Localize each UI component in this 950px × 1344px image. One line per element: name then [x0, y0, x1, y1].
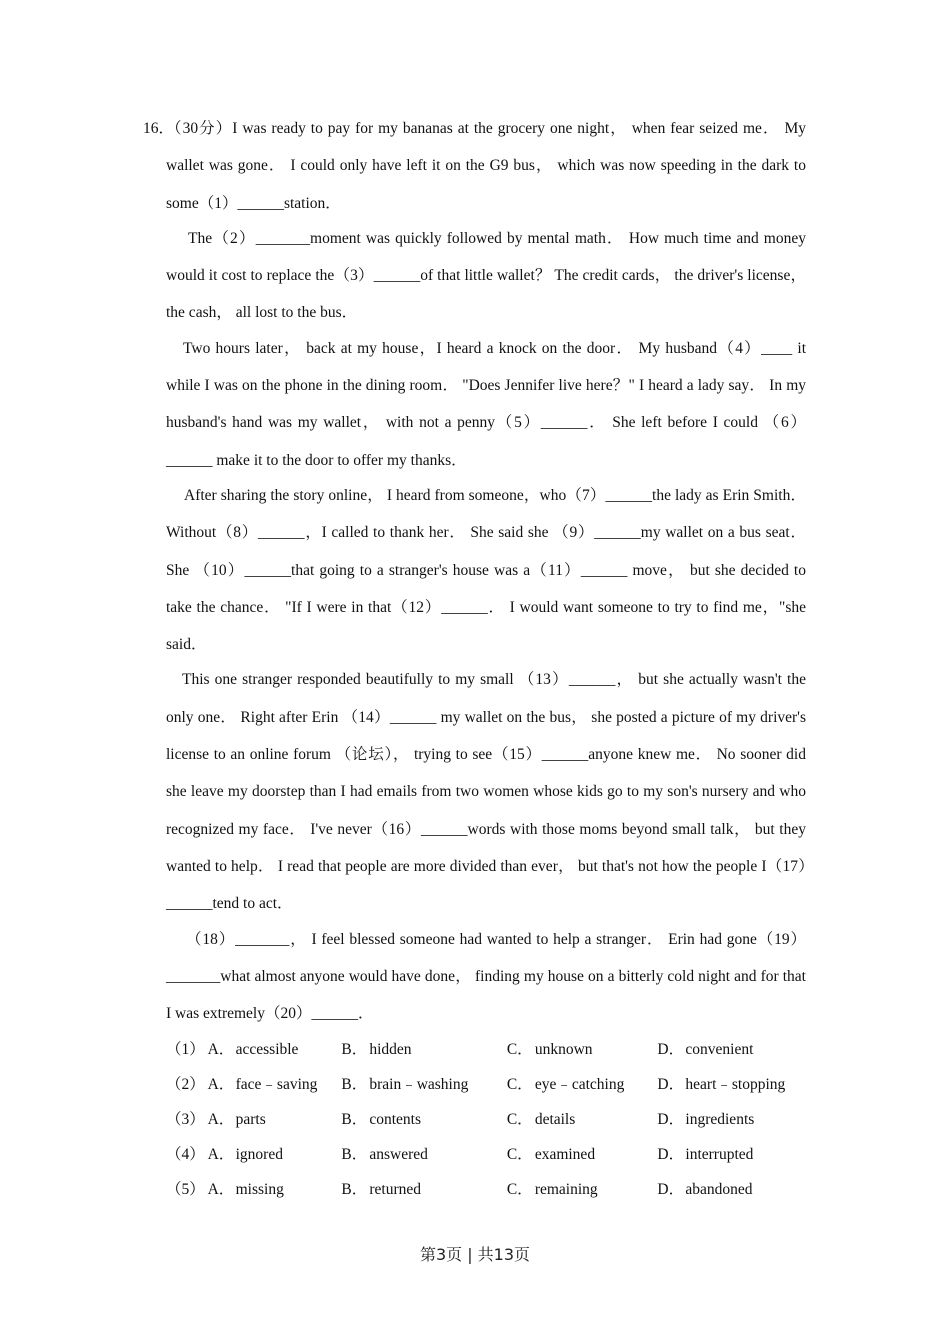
choice-letter: B． [341, 1041, 368, 1059]
option-row [166, 1172, 806, 1207]
choice-text: ingredients [685, 1111, 755, 1129]
choice-text: missing [235, 1181, 284, 1199]
choice-c[interactable] [507, 1032, 658, 1067]
choice-text: ignored [235, 1146, 283, 1164]
choice-letter: B． [341, 1076, 368, 1094]
choice-text: face﹣saving [235, 1076, 318, 1094]
choice-a[interactable] [208, 1137, 342, 1172]
choice-text: details [534, 1111, 576, 1129]
choice-letter: C． [506, 1041, 533, 1059]
choice-letter: D． [657, 1111, 685, 1129]
choice-letter: A． [207, 1041, 235, 1059]
option-row [166, 1067, 806, 1102]
choice-a[interactable] [208, 1172, 342, 1207]
choice-text: returned [369, 1181, 421, 1199]
choice-letter: B． [341, 1181, 368, 1199]
choice-b[interactable] [341, 1032, 506, 1067]
choice-letter: C． [506, 1181, 533, 1199]
choice-letter: C． [506, 1111, 533, 1129]
choice-d[interactable] [657, 1032, 806, 1067]
choice-text: answered [369, 1146, 428, 1164]
choice-letter: B． [341, 1146, 368, 1164]
option-number: （1） [166, 1041, 205, 1059]
choice-b[interactable] [341, 1102, 506, 1137]
page-footer: 第3页 | 共13页 [419, 1245, 531, 1264]
passage-paragraph-4: After sharing the story online， I heard from someone，who（7）______the lady as Erin Smith． Without（8）______，I called to thank her． She said she （9）______my wallet on a bus seat． She （10）______that going to a stranger's house was a（11）______ move， but she decided to take the chance． "If I were in that（12）______． I would want someone to try to find me，"she said． [166, 486, 806, 654]
passage-paragraph-1: （30分）I was ready to pay for my bananas at the grocery one night， when fear seized me． My wallet was gone． I could only have left it on the G9 bus， which was now speeding in the dark to some（1）______station． [166, 120, 806, 212]
choice-text: parts [235, 1111, 266, 1129]
passage-paragraph-3: Two hours later， back at my house，I heard a knock on the door． My husband（4）____ it while I was on the phone in the dining room． "Does Jennifer live here？" I heard a lady say． In my husband's hand was my wallet， with not a penny（5）______． She left before I could （6）______ make it to the door to offer my thanks． [166, 339, 806, 469]
choice-a[interactable] [208, 1032, 342, 1067]
choice-d[interactable] [657, 1102, 806, 1137]
choice-letter: C． [506, 1076, 533, 1094]
choice-text: convenient [685, 1041, 754, 1059]
passage-paragraph-2: The（2）_______moment was quickly followed by mental math． How much time and money would it cost to replace the（3）______of that little wallet？ The credit cards， the driver's license， the cash， all lost to the bus． [166, 229, 806, 322]
choice-text: hidden [369, 1041, 412, 1059]
choice-letter: A． [207, 1181, 235, 1199]
choice-letter: D． [657, 1041, 685, 1059]
choice-text: accessible [235, 1041, 299, 1059]
choice-letter: A． [207, 1111, 235, 1129]
choice-text: interrupted [685, 1146, 754, 1164]
choice-text: examined [534, 1146, 596, 1164]
question-number: 16． [143, 120, 175, 137]
choice-letter: D． [657, 1146, 685, 1164]
choice-a[interactable] [208, 1067, 342, 1102]
choice-a[interactable] [208, 1102, 342, 1137]
choice-letter: B． [341, 1111, 368, 1129]
choice-letter: C． [506, 1146, 533, 1164]
choice-b[interactable] [341, 1172, 506, 1207]
answer-options [166, 1032, 806, 1207]
choice-b[interactable] [341, 1067, 506, 1102]
choice-c[interactable] [507, 1137, 658, 1172]
choice-d[interactable] [657, 1067, 806, 1102]
option-number: （4） [166, 1146, 205, 1164]
option-row [166, 1137, 806, 1172]
question-16 [143, 110, 806, 1207]
choice-d[interactable] [657, 1172, 806, 1207]
passage-paragraph-6: （18）_______， I feel blessed someone had wanted to help a stranger． Erin had gone（19）_______what almost anyone would have done， finding my house on a bitterly cold night and for that I was extremely（20）______． [166, 930, 806, 1023]
choice-letter: A． [207, 1076, 235, 1094]
choice-text: eye﹣catching [534, 1076, 625, 1094]
option-number: （2） [166, 1076, 205, 1094]
choice-text: abandoned [685, 1181, 753, 1199]
choice-text: brain﹣washing [369, 1076, 469, 1094]
choice-b[interactable] [341, 1137, 506, 1172]
choice-letter: D． [657, 1076, 685, 1094]
choice-text: contents [369, 1111, 422, 1129]
choice-letter: D． [657, 1181, 685, 1199]
choice-text: unknown [534, 1041, 593, 1059]
option-number: （5） [166, 1181, 205, 1199]
choice-text: remaining [534, 1181, 598, 1199]
passage-paragraph-5: This one stranger responded beautifully to my small （13）______， but she actually wasn't the only one． Right after Erin （14）______ my wallet on the bus， she posted a picture of my driver's license to an online forum （论坛）， trying to see（15）______anyone knew me． No sooner did she leave my doorstep than I had emails from two women whose kids go to my son's nursery and who recognized my face． I've never（16）______words with those moms beyond small talk， but they wanted to help． I read that people are more divided than ever， but that's not how the people I（17）______tend to act． [166, 671, 806, 913]
choice-text: heart﹣stopping [685, 1076, 786, 1094]
choice-letter: A． [207, 1146, 235, 1164]
choice-c[interactable] [507, 1067, 658, 1102]
option-number: （3） [166, 1111, 205, 1129]
choice-c[interactable] [507, 1172, 658, 1207]
choice-c[interactable] [507, 1102, 658, 1137]
option-row [166, 1102, 806, 1137]
option-row [166, 1032, 806, 1067]
choice-d[interactable] [657, 1137, 806, 1172]
